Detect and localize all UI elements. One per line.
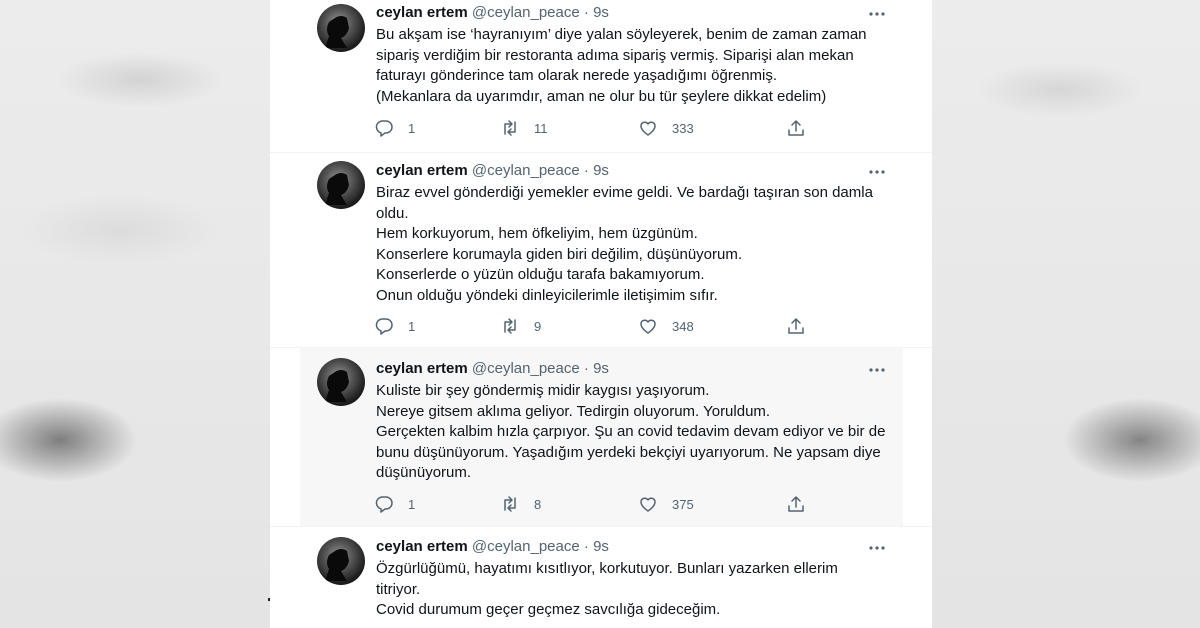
author-handle[interactable]: @ceylan_peace — [471, 360, 580, 377]
more-icon[interactable] — [867, 360, 887, 380]
share-icon — [786, 494, 806, 514]
like-button[interactable] — [638, 117, 694, 139]
reply-count: 1 — [408, 120, 416, 136]
tweet-header: ceylan ertem @ceylan_peace · 9s — [376, 360, 609, 377]
share-button[interactable] — [786, 315, 806, 337]
like-count: 348 — [672, 318, 694, 334]
retweet-button[interactable] — [500, 493, 541, 515]
tweet-time[interactable]: 9s — [593, 162, 609, 179]
tweet-actions — [374, 117, 814, 139]
tweet-time[interactable]: 9s — [593, 538, 609, 555]
like-count: 375 — [672, 496, 694, 512]
retweet-button[interactable] — [500, 117, 548, 139]
avatar[interactable] — [317, 161, 365, 209]
author-handle[interactable]: @ceylan_peace — [471, 162, 580, 179]
tweet-actions — [374, 493, 814, 515]
background-left — [0, 0, 270, 628]
retweet-button[interactable] — [500, 315, 541, 337]
reply-icon — [374, 494, 394, 514]
more-icon[interactable] — [867, 4, 887, 24]
share-icon — [786, 118, 806, 138]
retweet-count: 11 — [534, 120, 548, 136]
retweet-count: 9 — [534, 318, 542, 334]
avatar[interactable] — [317, 4, 365, 52]
tweet-header: ceylan ertem @ceylan_peace · 9s — [376, 4, 609, 21]
tweet[interactable] — [300, 153, 903, 347]
avatar[interactable] — [317, 537, 365, 585]
more-icon[interactable] — [867, 162, 887, 182]
like-button[interactable] — [638, 493, 694, 515]
like-icon — [638, 118, 658, 138]
retweet-icon — [500, 494, 520, 514]
like-icon — [638, 316, 658, 336]
tweet[interactable] — [300, 0, 903, 152]
reply-icon — [374, 316, 394, 336]
retweet-count: 8 — [534, 496, 542, 512]
share-icon — [786, 316, 806, 336]
tweet-header: ceylan ertem @ceylan_peace · 9s — [376, 162, 609, 179]
tweet-time[interactable]: 9s — [593, 4, 609, 21]
reply-icon — [374, 118, 394, 138]
author-name[interactable]: ceylan ertem — [376, 538, 468, 555]
like-count: 333 — [672, 120, 694, 136]
tweet-time[interactable]: 9s — [593, 360, 609, 377]
share-button[interactable] — [786, 493, 806, 515]
share-button[interactable] — [786, 117, 806, 139]
tweet-text: Kuliste bir şey göndermiş midir kaygısı yaşıyorum. Nereye gitsem aklıma geliyor. Tedirgin oluyorum. Yoruldum. Gerçekten kalbim hızla çarpıyor. Şu an covid tedavim devam ediyor ve bir de bunu düşünüyorum. Yaşadığım yerdeki bekçiyi uyarıyorum. Ne yapsam diye düşünüyorum. — [376, 382, 886, 481]
tweet-text: Biraz evvel gönderdiği yemekler evime geldi. Ve bardağı taşıran son damla oldu. Hem korkuyorum, hem öfkeliyim, hem üzgünüm. Konserlere korumayla giden biri değilim, düşünüyorum. Konserlerde o yüzün olduğu tarafa bakamıyorum. Onun olduğu yöndeki dinleyicilerimle iletişimim sıfır. — [376, 184, 873, 304]
like-button[interactable] — [638, 315, 694, 337]
tweet-text: Bu akşam ise ‘hayranıyım’ diye yalan söyleyerek, benim de zaman zaman sipariş verdiğim bir restoranta adıma sipariş vermiş. Siparişi alan mekan faturayı gönderince tam olarak nerede yaşadığımı öğrenmiş. (Mekanlara da uyarımdır, aman ne olur bu tür şeylere dikkat edelim) — [376, 26, 867, 105]
tweet-header: ceylan ertem @ceylan_peace · 9s — [376, 538, 609, 555]
author-name[interactable]: ceylan ertem — [376, 4, 468, 21]
reply-button[interactable] — [374, 117, 415, 139]
author-handle[interactable]: @ceylan_peace — [471, 4, 580, 21]
author-name[interactable]: ceylan ertem — [376, 162, 468, 179]
retweet-icon — [500, 316, 520, 336]
retweet-icon — [500, 118, 520, 138]
reply-count: 1 — [408, 318, 416, 334]
reply-button[interactable] — [374, 493, 415, 515]
tweet-actions — [374, 315, 814, 337]
background-right — [930, 0, 1200, 628]
like-icon — [638, 494, 658, 514]
reply-button[interactable] — [374, 315, 415, 337]
more-icon[interactable] — [867, 538, 887, 558]
tweet-text: Özgürlüğümü, hayatımı kısıtlıyor, korkutuyor. Bunları yazarken ellerim titriyor. Covid durumum geçer geçmez savcılığa gideceğim. — [376, 560, 838, 618]
tweet[interactable] — [300, 348, 903, 526]
tweet-thread — [270, 0, 932, 628]
tweet[interactable] — [300, 527, 903, 628]
reply-count: 1 — [408, 496, 416, 512]
avatar[interactable] — [317, 358, 365, 406]
author-name[interactable]: ceylan ertem — [376, 360, 468, 377]
author-handle[interactable]: @ceylan_peace — [471, 538, 580, 555]
